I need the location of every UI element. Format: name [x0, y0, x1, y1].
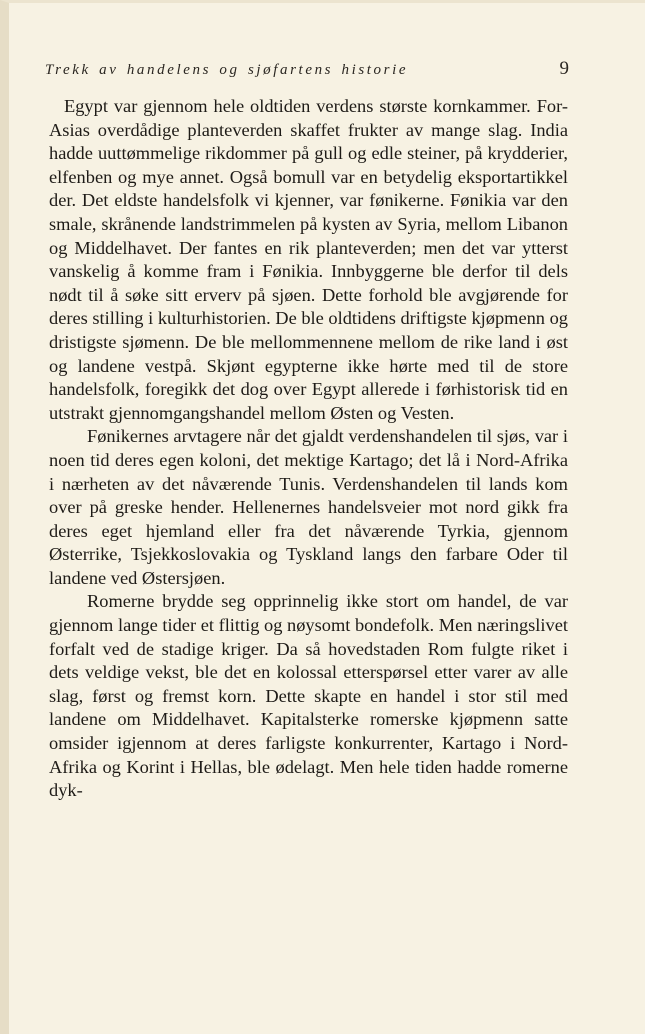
paragraph-egypt-phoenicia: Egypt var gjennom hele oldtiden verdens største kornkammer. For-Asias overdådige planteverden skaffet frukter av mange slag. India hadde uuttømmelige rikdommer på gull og edle steiner, på krydderier, elfenben og mye annet. Også bomull var en betydelig eksportartikkel der. Det eldste handelsfolk vi kjenner, var fønikerne. Fønikia var den smale, skrånende landstrimmelen på kysten av Syria, mellom Libanon og Middelhavet. Der fantes en rik planteverden; men det var ytterst vanskelig å komme fram i Fønikia. Innbyggerne ble derfor til dels nødt til å søke sitt erverv på sjøen. Dette forhold ble avgjørende for deres stilling i kulturhistorien. De ble oldtidens driftigste kjøpmenn og dristigste sjømenn. De ble mellommennene mellom de rike land i øst og landene vestpå. Skjønt egypterne ikke hørte med til de store handelsfolk, foregikk det dog over Egypt allerede i førhistorisk tid en utstrakt gjennomgangshandel mellom Østen og Vesten. — [49, 96, 568, 423]
paragraph-romans: Romerne brydde seg opprinnelig ikke stort om handel, de var gjennom lange tider et flittig og nøysomt bondefolk. Men næringslivet forfalt ved de stadige kriger. Da så hovedstaden Rom fulgte riket i dets veldige vekst, ble det en kolossal etterspørsel etter varer av alle slag, først og fremst korn. Dette skapte en handel i stor stil med landene om Middelhavet. Kapitalsterke romerske kjøpmenn satte omsider igjennom at deres farligste konkurrenter, Kartago i Nord-Afrika og Korint i Hellas, ble ødelagt. Men hele tiden hadde romerne dyk- — [49, 591, 568, 801]
page-number: 9 — [559, 58, 569, 79]
running-title: Trekk av handelens og sjøfartens historie — [45, 62, 409, 78]
running-head — [45, 58, 569, 86]
body-text — [49, 95, 568, 803]
paragraph-carthage-greeks: Fønikernes arvtagere når det gjaldt verdenshandelen til sjøs, var i noen tid deres egen koloni, det mektige Kartago; det lå i Nord-Afrika i nærheten av det nåværende Tunis. Verdenshandelen til lands kom over på greske hender. Hellenernes handelsveier mot nord gikk fra deres eget hjemland eller fra det nåværende Tyrkia, gjennom Østerrike, Tsjekkoslovakia og Tyskland langs den farbare Oder til landene ved Østersjøen. — [49, 426, 568, 588]
